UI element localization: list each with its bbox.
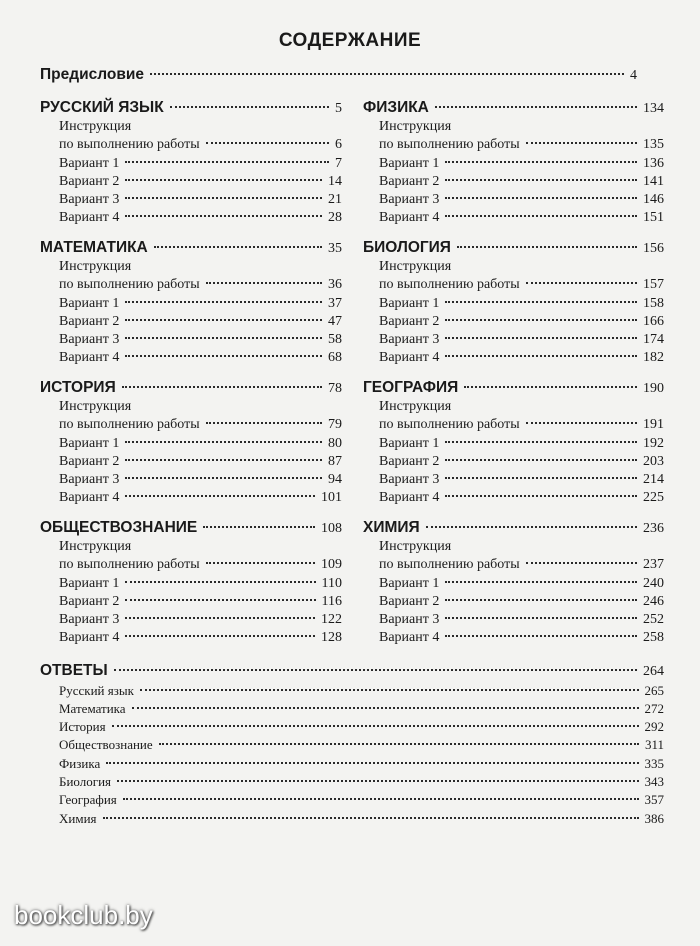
toc-label: Вариант 4 — [59, 630, 120, 645]
toc-page: 157 — [643, 277, 664, 292]
toc-page: 58 — [328, 332, 342, 347]
dot-leader — [125, 161, 329, 163]
toc-page: 21 — [328, 192, 342, 207]
dot-leader — [445, 197, 637, 199]
toc-section — [40, 99, 342, 117]
toc-entry — [59, 630, 342, 646]
toc-page: 214 — [643, 472, 664, 487]
toc-entry — [59, 490, 342, 506]
dot-leader — [125, 355, 322, 357]
toc-entry — [379, 137, 664, 153]
toc-page: 37 — [328, 296, 342, 311]
toc-instruction-line1: Инструкция — [59, 259, 132, 274]
toc-label: Вариант 2 — [379, 594, 440, 609]
section-page: 190 — [643, 381, 664, 396]
section-page: 264 — [643, 664, 664, 679]
dot-leader — [445, 319, 637, 321]
dot-leader — [526, 422, 637, 424]
toc-page: 158 — [643, 296, 664, 311]
toc-page: 386 — [644, 811, 664, 826]
toc-entry — [59, 137, 342, 153]
toc-entry — [59, 612, 342, 628]
toc-section-answers — [40, 662, 664, 680]
dot-leader — [132, 707, 639, 709]
toc-section — [363, 99, 664, 117]
section-page: 156 — [643, 241, 664, 256]
dot-leader — [526, 282, 637, 284]
dot-leader — [125, 337, 322, 339]
toc-section — [363, 379, 664, 397]
toc-label: Вариант 3 — [379, 472, 440, 487]
toc-section — [363, 519, 664, 537]
toc-page: 36 — [328, 277, 342, 292]
dot-leader — [445, 635, 637, 637]
toc-entry — [379, 576, 664, 592]
toc-page: 101 — [321, 490, 342, 505]
toc-label: Вариант 1 — [59, 576, 120, 591]
toc-entry-preface — [40, 66, 637, 84]
toc-page: 272 — [644, 701, 664, 716]
watermark: bookclub.by — [14, 900, 153, 930]
dot-leader — [125, 581, 315, 583]
toc-page: 225 — [643, 490, 664, 505]
dot-leader — [426, 526, 637, 528]
toc-entry — [379, 156, 664, 172]
dot-leader — [125, 441, 322, 443]
toc-page: 4 — [630, 68, 637, 83]
toc-page: 265 — [644, 683, 664, 698]
dot-leader — [445, 477, 637, 479]
toc-label: по выполнению работы — [379, 277, 520, 292]
toc-entry — [379, 436, 664, 452]
toc-label: Вариант 2 — [59, 314, 120, 329]
toc-page: 191 — [643, 417, 664, 432]
section-page: 108 — [321, 521, 342, 536]
toc-entry — [59, 314, 342, 330]
toc-page: 343 — [644, 774, 664, 789]
toc-page: 94 — [328, 472, 342, 487]
toc-label: Вариант 1 — [59, 156, 120, 171]
dot-leader — [159, 743, 639, 745]
toc-page: 252 — [643, 612, 664, 627]
dot-leader — [125, 459, 322, 461]
toc-page: 136 — [643, 156, 664, 171]
toc-page: 311 — [644, 737, 664, 752]
toc-label: Вариант 2 — [59, 454, 120, 469]
toc-page: 182 — [643, 350, 664, 365]
toc-label: Биология — [59, 774, 112, 789]
toc-page: 128 — [321, 630, 342, 645]
dot-leader — [445, 161, 637, 163]
dot-leader — [445, 215, 637, 217]
answers-entry — [59, 756, 664, 772]
toc-page: 166 — [643, 314, 664, 329]
toc-label: Вариант 3 — [59, 612, 120, 627]
toc-section — [363, 239, 664, 257]
dot-leader — [125, 635, 315, 637]
toc-entry — [379, 490, 664, 506]
dot-leader — [150, 73, 624, 75]
toc-page: 335 — [644, 756, 664, 771]
toc-entry — [379, 612, 664, 628]
dot-leader — [117, 780, 638, 782]
toc-entry — [379, 314, 664, 330]
dot-leader — [125, 179, 322, 181]
toc-entry — [59, 594, 342, 610]
toc-entry — [59, 557, 342, 573]
toc-label: Вариант 4 — [59, 210, 120, 225]
dot-leader — [445, 337, 637, 339]
toc-label: Вариант 2 — [379, 454, 440, 469]
dot-leader — [114, 669, 637, 671]
section-page: 78 — [328, 381, 342, 396]
toc-page: 68 — [328, 350, 342, 365]
toc-label: Вариант 1 — [59, 296, 120, 311]
toc-label: по выполнению работы — [379, 417, 520, 432]
section-page: 35 — [328, 241, 342, 256]
dot-leader — [445, 355, 637, 357]
toc-label: Физика — [59, 756, 101, 771]
toc-label: по выполнению работы — [59, 417, 200, 432]
dot-leader — [445, 581, 637, 583]
toc-entry — [59, 350, 342, 366]
dot-leader — [125, 319, 322, 321]
dot-leader — [125, 495, 315, 497]
toc-page: 258 — [643, 630, 664, 645]
toc-entry — [59, 296, 342, 312]
section-title: ХИМИЯ — [363, 519, 420, 536]
toc-entry — [59, 454, 342, 470]
toc-entry — [379, 210, 664, 226]
dot-leader — [123, 798, 639, 800]
toc-instruction-line1: Инструкция — [59, 539, 132, 554]
toc-label: по выполнению работы — [379, 557, 520, 572]
dot-leader — [170, 106, 329, 108]
dot-leader — [103, 817, 639, 819]
dot-leader — [445, 301, 637, 303]
toc-section — [40, 239, 342, 257]
dot-leader — [445, 459, 637, 461]
toc-page: 192 — [643, 436, 664, 451]
toc-instruction-line1: Инструкция — [379, 259, 452, 274]
toc-page: 141 — [643, 174, 664, 189]
toc-page: 87 — [328, 454, 342, 469]
toc-instruction-line1: Инструкция — [59, 119, 132, 134]
dot-leader — [140, 689, 639, 691]
dot-leader — [435, 106, 637, 108]
toc-label: по выполнению работы — [379, 137, 520, 152]
answers-entry — [59, 774, 664, 790]
section-title: ГЕОГРАФИЯ — [363, 379, 459, 396]
answers-entry — [59, 719, 664, 735]
toc-label: по выполнению работы — [59, 137, 200, 152]
toc-section — [40, 379, 342, 397]
toc-page: 357 — [644, 792, 664, 807]
toc-entry — [59, 277, 342, 293]
answers-entry — [59, 683, 664, 699]
toc-label: Вариант 3 — [59, 192, 120, 207]
toc-entry — [59, 417, 342, 433]
toc-page: 110 — [321, 576, 342, 591]
dot-leader — [125, 301, 322, 303]
toc-entry — [379, 332, 664, 348]
toc-label: Вариант 4 — [379, 210, 440, 225]
toc-label: Вариант 3 — [379, 192, 440, 207]
toc-label: Вариант 4 — [379, 630, 440, 645]
toc-label: Вариант 1 — [379, 436, 440, 451]
page-title: СОДЕРЖАНИЕ — [278, 30, 422, 51]
dot-leader — [122, 386, 322, 388]
toc-entry — [59, 332, 342, 348]
section-title: ИСТОРИЯ — [40, 379, 116, 396]
dot-leader — [125, 599, 315, 601]
dot-leader — [445, 617, 637, 619]
toc-entry — [379, 454, 664, 470]
dot-leader — [112, 725, 639, 727]
toc-page: 7 — [335, 156, 342, 171]
toc-instruction-line1: Инструкция — [59, 399, 132, 414]
dot-leader — [445, 599, 637, 601]
answers-entry — [59, 811, 664, 827]
toc-entry — [59, 174, 342, 190]
toc-label: Вариант 3 — [379, 332, 440, 347]
toc-entry — [379, 350, 664, 366]
dot-leader — [445, 441, 637, 443]
toc-label: История — [59, 719, 106, 734]
dot-leader — [526, 562, 637, 564]
toc-label: Обществознание — [59, 737, 153, 752]
toc-page: 292 — [644, 719, 664, 734]
toc-label: Вариант 3 — [59, 472, 120, 487]
section-page: 134 — [643, 101, 664, 116]
toc-page: 146 — [643, 192, 664, 207]
toc-page: 240 — [643, 576, 664, 591]
toc-page: 135 — [643, 137, 664, 152]
toc-entry — [379, 192, 664, 208]
toc-page: 174 — [643, 332, 664, 347]
dot-leader — [125, 215, 322, 217]
toc-label: Вариант 1 — [379, 296, 440, 311]
toc-page: 28 — [328, 210, 342, 225]
section-title: МАТЕМАТИКА — [40, 239, 148, 256]
dot-leader — [125, 477, 322, 479]
toc-page: 203 — [643, 454, 664, 469]
toc-label: Вариант 4 — [59, 490, 120, 505]
toc-label: Предисловие — [40, 66, 145, 83]
section-title: РУССКИЙ ЯЗЫК — [40, 99, 164, 116]
dot-leader — [125, 197, 322, 199]
toc-label: Вариант 4 — [59, 350, 120, 365]
toc-instruction-line1: Инструкция — [379, 119, 452, 134]
toc-entry — [379, 296, 664, 312]
toc-page: 14 — [328, 174, 342, 189]
toc-entry — [59, 576, 342, 592]
toc-entry — [59, 210, 342, 226]
toc-page: 116 — [321, 594, 342, 609]
section-title: ФИЗИКА — [363, 99, 429, 116]
toc-entry — [59, 192, 342, 208]
toc-label: Вариант 3 — [379, 612, 440, 627]
answers-entry — [59, 737, 664, 753]
toc-label: Вариант 1 — [379, 156, 440, 171]
toc-label: Вариант 2 — [379, 314, 440, 329]
answers-entry — [59, 792, 664, 808]
dot-leader — [206, 142, 329, 144]
section-title: ОТВЕТЫ — [40, 662, 108, 679]
section-page: 236 — [643, 521, 664, 536]
toc-entry — [379, 277, 664, 293]
toc-page: 151 — [643, 210, 664, 225]
toc-page: 246 — [643, 594, 664, 609]
dot-leader — [445, 179, 637, 181]
toc-label: по выполнению работы — [59, 277, 200, 292]
section-title: БИОЛОГИЯ — [363, 239, 451, 256]
toc-entry — [59, 472, 342, 488]
toc-page: 80 — [328, 436, 342, 451]
toc-label: Вариант 2 — [59, 594, 120, 609]
toc-entry — [59, 436, 342, 452]
toc-page: 122 — [321, 612, 342, 627]
toc-entry — [379, 174, 664, 190]
toc-page: 237 — [643, 557, 664, 572]
toc-entry — [379, 472, 664, 488]
toc-page: 47 — [328, 314, 342, 329]
toc-page: 79 — [328, 417, 342, 432]
dot-leader — [206, 282, 322, 284]
toc-instruction-line1: Инструкция — [379, 539, 452, 554]
dot-leader — [457, 246, 637, 248]
toc-label: Вариант 2 — [379, 174, 440, 189]
dot-leader — [206, 562, 315, 564]
section-page: 5 — [335, 101, 342, 116]
toc-entry — [59, 156, 342, 172]
dot-leader — [464, 386, 637, 388]
dot-leader — [206, 422, 322, 424]
toc-entry — [379, 417, 664, 433]
dot-leader — [203, 526, 315, 528]
toc-page: 109 — [321, 557, 342, 572]
answers-entry — [59, 701, 664, 717]
section-title: ОБЩЕСТВОЗНАНИЕ — [40, 519, 198, 536]
toc-label: Русский язык — [59, 683, 134, 698]
dot-leader — [106, 762, 638, 764]
toc-label: Вариант 1 — [379, 576, 440, 591]
dot-leader — [526, 142, 637, 144]
dot-leader — [125, 617, 315, 619]
toc-label: Вариант 4 — [379, 490, 440, 505]
toc-label: Вариант 2 — [59, 174, 120, 189]
toc-entry — [379, 594, 664, 610]
toc-label: Химия — [59, 811, 97, 826]
toc-entry — [379, 630, 664, 646]
toc-page: 6 — [335, 137, 342, 152]
toc-label: Математика — [59, 701, 126, 716]
toc-instruction-line1: Инструкция — [379, 399, 452, 414]
toc-label: Вариант 3 — [59, 332, 120, 347]
toc-entry — [379, 557, 664, 573]
toc-section — [40, 519, 342, 537]
dot-leader — [154, 246, 322, 248]
toc-label: Вариант 4 — [379, 350, 440, 365]
toc-label: География — [59, 792, 117, 807]
toc-label: Вариант 1 — [59, 436, 120, 451]
toc-label: по выполнению работы — [59, 557, 200, 572]
dot-leader — [445, 495, 637, 497]
